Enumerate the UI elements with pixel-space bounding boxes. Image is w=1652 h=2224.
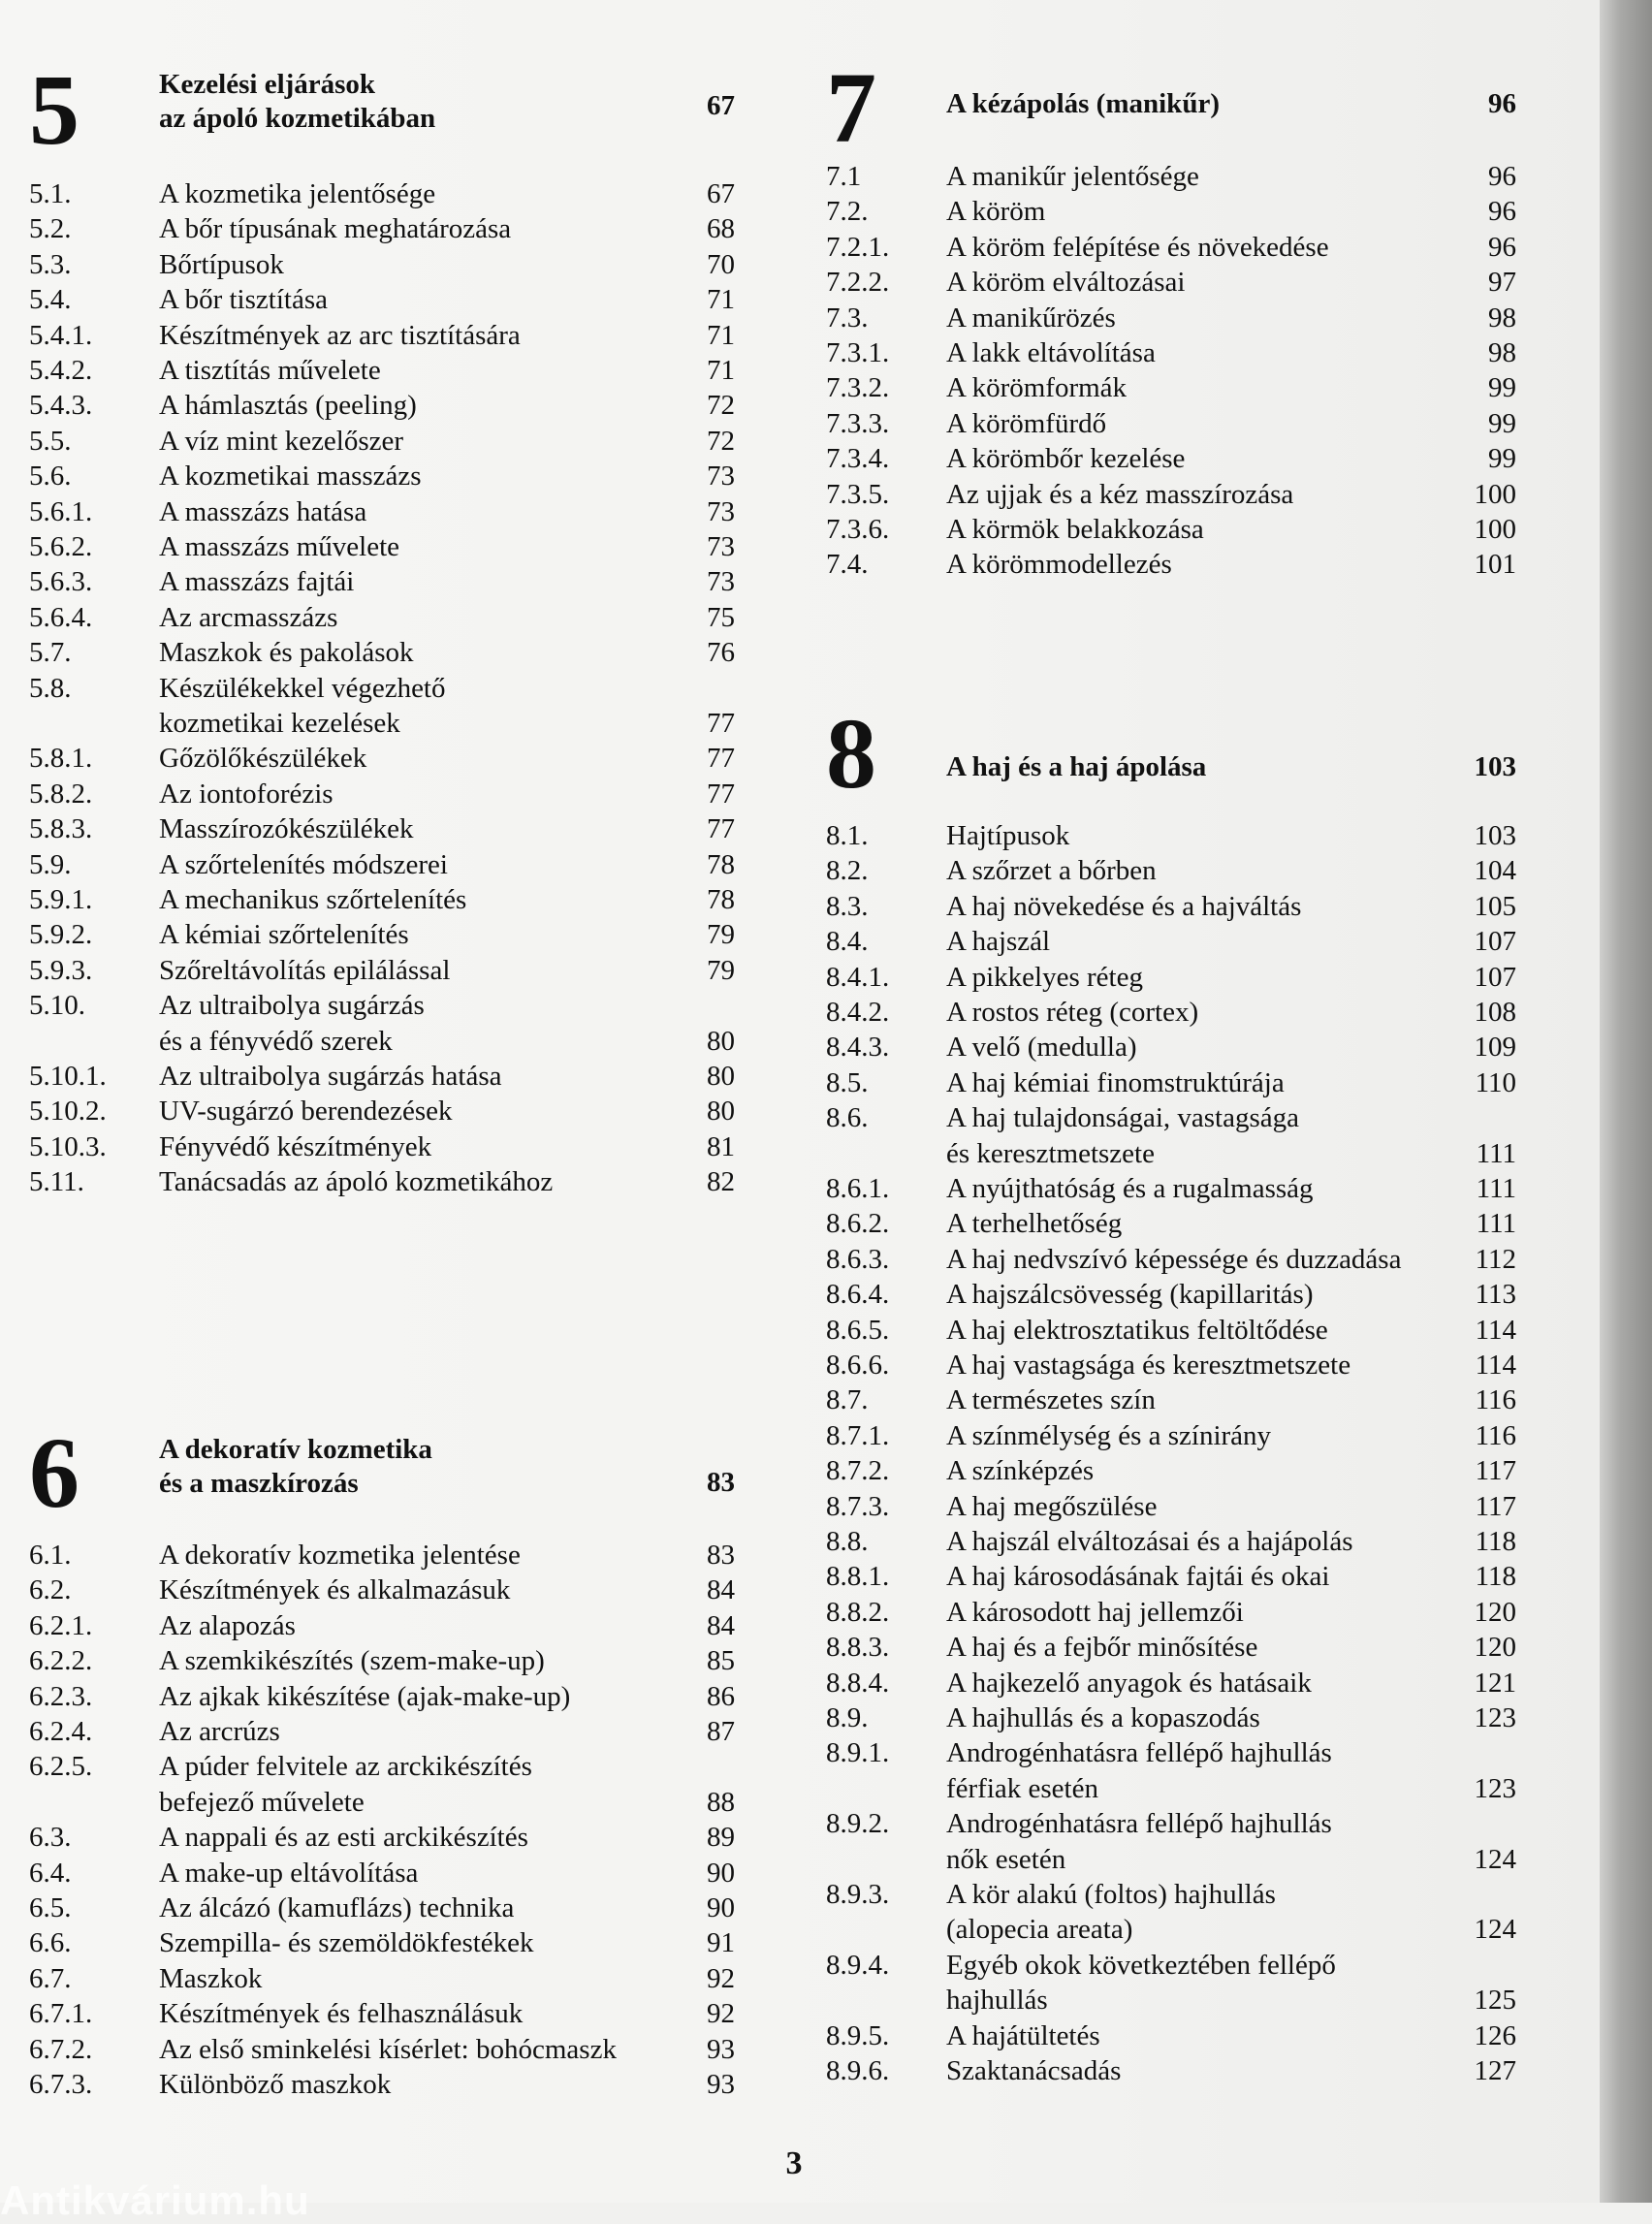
entry-title: nők esetén — [946, 1843, 1066, 1875]
entry-page-number: 86 — [707, 1680, 735, 1712]
entry-page-number: 89 — [707, 1822, 735, 1854]
entry-title: Maszkok — [159, 1962, 263, 1994]
entry-number: 6.2.2. — [29, 1645, 93, 1677]
entry-title: Gőzölőkészülékek — [159, 743, 367, 775]
entry-number: 8.6.6. — [826, 1350, 890, 1381]
chapter-page-number: 103 — [1474, 751, 1516, 782]
entry-number: 8.9.2. — [826, 1808, 890, 1840]
entry-page-number: 91 — [707, 1927, 735, 1959]
entry-number: 8.7.3. — [826, 1490, 890, 1522]
entry-title: A hajhullás és a kopaszodás — [946, 1702, 1260, 1733]
entry-page-number: 78 — [707, 848, 735, 880]
watermark: Antikvárium.hu — [0, 2177, 310, 2223]
entry-number: 8.9.6. — [826, 2055, 890, 2086]
entry-page-number: 73 — [707, 566, 735, 598]
entry-number: 6.1. — [29, 1540, 72, 1571]
entry-number: 6.2.5. — [29, 1751, 93, 1783]
entry-page-number: 80 — [707, 1096, 735, 1128]
entry-number: 8.4.1. — [826, 961, 890, 993]
entry-number: 8.2. — [826, 855, 869, 887]
entry-number: 5.9.3. — [29, 954, 93, 986]
entry-page-number: 87 — [707, 1716, 735, 1747]
entry-title: A kör alakú (foltos) hajhullás — [946, 1879, 1276, 1910]
entry-title: A köröm felépítése és növekedése — [946, 231, 1329, 263]
entry-title: Készítmények és alkalmazásuk — [159, 1574, 511, 1606]
entry-title: A terhelhetőség — [946, 1208, 1123, 1240]
entry-page-number: 78 — [707, 884, 735, 915]
entry-number: 5.4. — [29, 284, 72, 316]
entry-page-number: 117 — [1475, 1490, 1516, 1522]
entry-title: A hajszál elváltozásai és a hajápolás — [946, 1526, 1353, 1557]
entry-page-number: 113 — [1475, 1279, 1516, 1311]
entry-number: 7.3. — [826, 302, 869, 334]
entry-page-number: 108 — [1474, 997, 1516, 1028]
entry-page-number: 77 — [707, 778, 735, 810]
entry-number: 5.10.3. — [29, 1130, 107, 1162]
entry-title: A körömfürdő — [946, 407, 1107, 439]
entry-page-number: 80 — [707, 1025, 735, 1057]
entry-page-number: 75 — [707, 601, 735, 633]
entry-title: A hajkezelő anyagok és hatásaik — [946, 1667, 1312, 1699]
entry-page-number: 120 — [1474, 1632, 1516, 1664]
entry-title: Tanácsadás az ápoló kozmetikához — [159, 1166, 554, 1198]
entry-number: 6.3. — [29, 1822, 72, 1854]
entry-page-number: 124 — [1474, 1843, 1516, 1875]
page-number: 3 — [785, 2145, 803, 2181]
entry-title: Az iontoforézis — [159, 778, 334, 810]
entry-page-number: 90 — [707, 1857, 735, 1889]
entry-number: 5.4.3. — [29, 390, 93, 422]
entry-title: A haj tulajdonságai, vastagsága — [946, 1102, 1300, 1134]
entry-page-number: 73 — [707, 531, 735, 562]
entry-title: A lakk eltávolítása — [946, 337, 1156, 368]
entry-title: kozmetikai kezelések — [159, 707, 400, 739]
entry-title: A manikűr jelentősége — [946, 161, 1199, 192]
entry-page-number: 79 — [707, 919, 735, 951]
entry-title: A köröm — [946, 196, 1046, 228]
entry-page-number: 101 — [1474, 549, 1516, 581]
entry-number: 8.7.2. — [826, 1455, 890, 1487]
entry-number: 8.6.3. — [826, 1243, 890, 1275]
entry-number: 5.10.2. — [29, 1096, 107, 1128]
entry-title: A bőr típusának meghatározása — [159, 213, 512, 245]
entry-page-number: 72 — [707, 390, 735, 422]
chapter-number: 8 — [826, 698, 876, 810]
entry-number: 8.3. — [826, 890, 869, 922]
entry-number: 5.9.1. — [29, 884, 93, 915]
entry-page-number: 67 — [707, 178, 735, 209]
entry-title: Egyéb okok következtében fellépő — [946, 1949, 1336, 1981]
entry-number: 8.6.2. — [826, 1208, 890, 1240]
entry-page-number: 110 — [1475, 1066, 1516, 1098]
entry-title: Bőrtípusok — [159, 248, 284, 280]
entry-page-number: 123 — [1474, 1772, 1516, 1804]
entry-title: Az álcázó (kamuflázs) technika — [159, 1892, 515, 1923]
entry-number: 8.9.1. — [826, 1737, 890, 1769]
entry-page-number: 96 — [1488, 231, 1516, 263]
entry-page-number: 88 — [707, 1786, 735, 1818]
entry-title: A velő (medulla) — [946, 1032, 1137, 1064]
entry-page-number: 70 — [707, 248, 735, 280]
entry-title: A haj vastagsága és keresztmetszete — [946, 1350, 1351, 1381]
entry-number: 8.7. — [826, 1384, 869, 1416]
entry-number: 8.9.3. — [826, 1879, 890, 1910]
entry-page-number: 80 — [707, 1061, 735, 1092]
chapter-page-number: 96 — [1488, 88, 1516, 119]
entry-number: 8.4.2. — [826, 997, 890, 1028]
entry-number: 6.7.1. — [29, 1998, 93, 2030]
entry-number: 5.6.2. — [29, 531, 93, 562]
entry-title: Az arcmasszázs — [159, 601, 338, 633]
entry-title: Szaktanácsadás — [946, 2055, 1122, 2086]
entry-page-number: 73 — [707, 495, 735, 527]
entry-page-number: 99 — [1488, 443, 1516, 475]
entry-number: 7.3.5. — [826, 478, 890, 510]
entry-title: Különböző maszkok — [159, 2069, 392, 2100]
entry-page-number: 100 — [1474, 478, 1516, 510]
entry-number: 5.6.3. — [29, 566, 93, 598]
chapter-title: A haj és a haj ápolása — [946, 751, 1207, 782]
chapter-title: A dekoratív kozmetika — [159, 1434, 432, 1465]
entry-number: 8.1. — [826, 820, 869, 851]
entry-title: A körmök belakkozása — [946, 514, 1204, 545]
entry-title: A hajszálcsövesség (kapillaritás) — [946, 1279, 1314, 1311]
entry-title: Az alapozás — [159, 1609, 296, 1641]
entry-title: A tisztítás művelete — [159, 355, 381, 386]
chapter-page-number: 67 — [707, 90, 735, 121]
chapter-title: az ápoló kozmetikában — [159, 103, 436, 134]
entry-title: A nappali és az esti arckikészítés — [159, 1822, 528, 1854]
entry-page-number: 82 — [707, 1166, 735, 1198]
entry-number: 8.8.2. — [826, 1596, 890, 1628]
entry-title: (alopecia areata) — [946, 1914, 1133, 1946]
entry-number: 7.3.6. — [826, 514, 890, 545]
entry-page-number: 97 — [1488, 267, 1516, 299]
entry-number: 8.8.3. — [826, 1632, 890, 1664]
entry-title: hajhullás — [946, 1985, 1048, 2017]
entry-title: A körömbőr kezelése — [946, 443, 1186, 475]
entry-number: 8.6.4. — [826, 1279, 890, 1311]
entry-page-number: 103 — [1474, 820, 1516, 851]
entry-title: A károsodott haj jellemzői — [946, 1596, 1244, 1628]
entry-page-number: 114 — [1475, 1314, 1516, 1346]
entry-title: A make-up eltávolítása — [159, 1857, 419, 1889]
entry-number: 5.6.4. — [29, 601, 93, 633]
entry-title: Az arcrúzs — [159, 1716, 280, 1747]
entry-number: 6.7.3. — [29, 2069, 93, 2100]
entry-page-number: 98 — [1488, 337, 1516, 368]
entry-title: A szőrtelenítés módszerei — [159, 848, 448, 880]
entry-number: 8.9.5. — [826, 2019, 890, 2051]
entry-title: Az ajkak kikészítése (ajak-make-up) — [159, 1680, 571, 1712]
entry-title: és a fényvédő szerek — [159, 1025, 393, 1057]
entry-number: 8.4. — [826, 926, 869, 958]
entry-title: A haj károsodásának fajtái és okai — [946, 1561, 1330, 1593]
entry-number: 6.2.1. — [29, 1609, 93, 1641]
entry-title: A körömformák — [946, 372, 1128, 404]
entry-number: 5.8.1. — [29, 743, 93, 775]
entry-number: 5.10.1. — [29, 1061, 107, 1092]
entry-number: 8.7.1. — [826, 1419, 890, 1451]
entry-number: 8.8. — [826, 1526, 869, 1557]
entry-page-number: 111 — [1476, 1208, 1516, 1240]
entry-title: Az ujjak és a kéz masszírozása — [946, 478, 1294, 510]
entry-title: A haj kémiai finomstruktúrája — [946, 1066, 1285, 1098]
entry-title: A kémiai szőrtelenítés — [159, 919, 409, 951]
entry-number: 8.8.1. — [826, 1561, 890, 1593]
entry-page-number: 112 — [1475, 1243, 1516, 1275]
entry-number: 7.1 — [826, 161, 862, 192]
entry-number: 5.8.2. — [29, 778, 93, 810]
entry-number: 8.5. — [826, 1066, 869, 1098]
entry-title: A haj növekedése és a hajváltás — [946, 890, 1302, 922]
entry-number: 5.9. — [29, 848, 72, 880]
entry-page-number: 90 — [707, 1892, 735, 1923]
entry-title: A masszázs művelete — [159, 531, 400, 562]
entry-title: Az ultraibolya sugárzás hatása — [159, 1061, 502, 1092]
entry-number: 6.2. — [29, 1574, 72, 1606]
entry-title: Masszírozókészülékek — [159, 813, 414, 845]
entry-number: 8.6.1. — [826, 1173, 890, 1204]
entry-number: 5.5. — [29, 425, 72, 457]
entry-page-number: 114 — [1475, 1350, 1516, 1381]
entry-title: A kozmetika jelentősége — [159, 178, 436, 209]
entry-title: és keresztmetszete — [946, 1137, 1155, 1169]
entry-number: 7.2. — [826, 196, 869, 228]
entry-number: 5.8. — [29, 672, 72, 704]
entry-page-number: 105 — [1474, 890, 1516, 922]
entry-title: A kozmetikai masszázs — [159, 461, 422, 492]
entry-page-number: 107 — [1474, 926, 1516, 958]
entry-number: 6.2.4. — [29, 1716, 93, 1747]
chapter-title: Kezelési eljárások — [159, 69, 376, 100]
entry-title: Szőreltávolítás epilálással — [159, 954, 451, 986]
entry-title: A hajátültetés — [946, 2019, 1100, 2051]
entry-page-number: 71 — [707, 319, 735, 351]
entry-title: Maszkok és pakolások — [159, 637, 414, 669]
entry-number: 5.1. — [29, 178, 72, 209]
entry-title: A szőrzet a bőrben — [946, 855, 1157, 887]
entry-page-number: 96 — [1488, 196, 1516, 228]
entry-page-number: 124 — [1474, 1914, 1516, 1946]
entry-page-number: 72 — [707, 425, 735, 457]
entry-number: 5.6. — [29, 461, 72, 492]
entry-title: férfiak esetén — [946, 1772, 1098, 1804]
entry-title: A hajszál — [946, 926, 1051, 958]
entry-title: Az első sminkelési kísérlet: bohócmaszk — [159, 2033, 617, 2065]
entry-title: A természetes szín — [946, 1384, 1156, 1416]
entry-page-number: 71 — [707, 284, 735, 316]
entry-number: 7.3.1. — [826, 337, 890, 368]
entry-title: A púder felvitele az arckikészítés — [159, 1751, 532, 1783]
entry-page-number: 120 — [1474, 1596, 1516, 1628]
entry-title: A masszázs fajtái — [159, 566, 355, 598]
entry-number: 5.9.2. — [29, 919, 93, 951]
entry-title: Androgénhatásra fellépő hajhullás — [946, 1808, 1332, 1840]
entry-page-number: 107 — [1474, 961, 1516, 993]
entry-number: 5.3. — [29, 248, 72, 280]
chapter-number: 5 — [29, 54, 79, 166]
entry-number: 6.6. — [29, 1927, 72, 1959]
entry-page-number: 117 — [1475, 1455, 1516, 1487]
entry-page-number: 73 — [707, 461, 735, 492]
entry-title: A dekoratív kozmetika jelentése — [159, 1540, 521, 1571]
entry-page-number: 93 — [707, 2069, 735, 2100]
entry-title: Androgénhatásra fellépő hajhullás — [946, 1737, 1332, 1769]
entry-title: A mechanikus szőrtelenítés — [159, 884, 467, 915]
entry-title: A nyújthatóság és a rugalmasság — [946, 1173, 1314, 1204]
entry-number: 7.3.4. — [826, 443, 890, 475]
entry-number: 8.9.4. — [826, 1949, 890, 1981]
entry-number: 6.2.3. — [29, 1680, 93, 1712]
entry-page-number: 93 — [707, 2033, 735, 2065]
entry-title: A bőr tisztítása — [159, 284, 328, 316]
entry-page-number: 79 — [707, 954, 735, 986]
entry-title: A hámlasztás (peeling) — [159, 390, 417, 422]
entry-page-number: 85 — [707, 1645, 735, 1677]
entry-number: 7.2.2. — [826, 267, 890, 299]
entry-page-number: 99 — [1488, 372, 1516, 404]
entry-title: A víz mint kezelőszer — [159, 425, 404, 457]
entry-page-number: 71 — [707, 355, 735, 386]
entry-page-number: 111 — [1476, 1137, 1516, 1169]
entry-number: 5.7. — [29, 637, 72, 669]
entry-title: Fényvédő készítmények — [159, 1130, 432, 1162]
entry-title: befejező művelete — [159, 1786, 365, 1818]
entry-title: A haj és a fejbőr minősítése — [946, 1632, 1258, 1664]
entry-page-number: 77 — [707, 813, 735, 845]
entry-number: 8.6.5. — [826, 1314, 890, 1346]
entry-title: A körömmodellezés — [946, 549, 1172, 581]
entry-number: 5.8.3. — [29, 813, 93, 845]
entry-page-number: 126 — [1474, 2019, 1516, 2051]
entry-title: A színmélység és a színirány — [946, 1419, 1272, 1451]
entry-page-number: 68 — [707, 213, 735, 245]
entry-number: 8.8.4. — [826, 1667, 890, 1699]
entry-title: A színképzés — [946, 1455, 1095, 1487]
entry-page-number: 116 — [1475, 1384, 1516, 1416]
chapter-title: A kézápolás (manikűr) — [946, 88, 1220, 119]
entry-title: A haj elektrosztatikus feltöltődése — [946, 1314, 1328, 1346]
entry-page-number: 111 — [1476, 1173, 1516, 1204]
entry-title: Szempilla- és szemöldökfestékek — [159, 1927, 534, 1959]
chapter-number: 7 — [826, 52, 876, 164]
entry-number: 8.6. — [826, 1102, 869, 1134]
entry-page-number: 123 — [1474, 1702, 1516, 1733]
entry-number: 5.4.1. — [29, 319, 93, 351]
entry-title: A rostos réteg (cortex) — [946, 997, 1199, 1028]
entry-number: 6.7.2. — [29, 2033, 93, 2065]
entry-page-number: 104 — [1474, 855, 1516, 887]
entry-title: A masszázs hatása — [159, 495, 367, 527]
entry-page-number: 84 — [707, 1574, 735, 1606]
entry-page-number: 92 — [707, 1998, 735, 2030]
entry-page-number: 98 — [1488, 302, 1516, 334]
entry-title: Készítmények az arc tisztítására — [159, 319, 521, 351]
entry-page-number: 100 — [1474, 514, 1516, 545]
chapter-number: 6 — [29, 1417, 79, 1529]
entry-number: 5.10. — [29, 990, 85, 1022]
entry-page-number: 96 — [1488, 161, 1516, 192]
entry-title: A manikűrözés — [946, 302, 1116, 334]
entry-title: Készítmények és felhasználásuk — [159, 1998, 524, 2030]
entry-title: Az ultraibolya sugárzás — [159, 990, 425, 1022]
entry-number: 6.5. — [29, 1892, 72, 1923]
entry-number: 8.4.3. — [826, 1032, 890, 1064]
entry-page-number: 77 — [707, 707, 735, 739]
entry-title: A haj nedvszívó képessége és duzzadása — [946, 1243, 1402, 1275]
entry-page-number: 99 — [1488, 407, 1516, 439]
entry-number: 7.4. — [826, 549, 869, 581]
entry-page-number: 92 — [707, 1962, 735, 1994]
entry-page-number: 81 — [707, 1130, 735, 1162]
entry-number: 6.7. — [29, 1962, 72, 1994]
entry-page-number: 109 — [1474, 1032, 1516, 1064]
entry-number: 7.3.3. — [826, 407, 890, 439]
entry-page-number: 76 — [707, 637, 735, 669]
entry-number: 6.4. — [29, 1857, 72, 1889]
entry-page-number: 118 — [1475, 1526, 1516, 1557]
entry-title: UV-sugárzó berendezések — [159, 1096, 453, 1128]
entry-title: Hajtípusok — [946, 820, 1070, 851]
entry-page-number: 125 — [1474, 1985, 1516, 2017]
entry-number: 8.9. — [826, 1702, 869, 1733]
entry-number: 7.3.2. — [826, 372, 890, 404]
entry-title: A köröm elváltozásai — [946, 267, 1186, 299]
entry-number: 5.6.1. — [29, 495, 93, 527]
entry-page-number: 127 — [1474, 2055, 1516, 2086]
chapter-title: és a maszkírozás — [159, 1468, 359, 1499]
entry-title: A pikkelyes réteg — [946, 961, 1143, 993]
entry-number: 5.11. — [29, 1166, 84, 1198]
entry-title: A haj megőszülése — [946, 1490, 1158, 1522]
entry-page-number: 118 — [1475, 1561, 1516, 1593]
entry-page-number: 83 — [707, 1540, 735, 1571]
page-edge-shadow — [1600, 0, 1652, 2203]
entry-title: A szemkikészítés (szem-make-up) — [159, 1645, 545, 1677]
entry-number: 7.2.1. — [826, 231, 890, 263]
entry-page-number: 84 — [707, 1609, 735, 1641]
entry-title: Készülékekkel végezhető — [159, 672, 446, 704]
entry-number: 5.2. — [29, 213, 72, 245]
chapter-page-number: 83 — [707, 1467, 735, 1498]
entry-number: 5.4.2. — [29, 355, 93, 386]
entry-page-number: 116 — [1475, 1419, 1516, 1451]
entry-page-number: 121 — [1474, 1667, 1516, 1699]
entry-page-number: 77 — [707, 743, 735, 775]
